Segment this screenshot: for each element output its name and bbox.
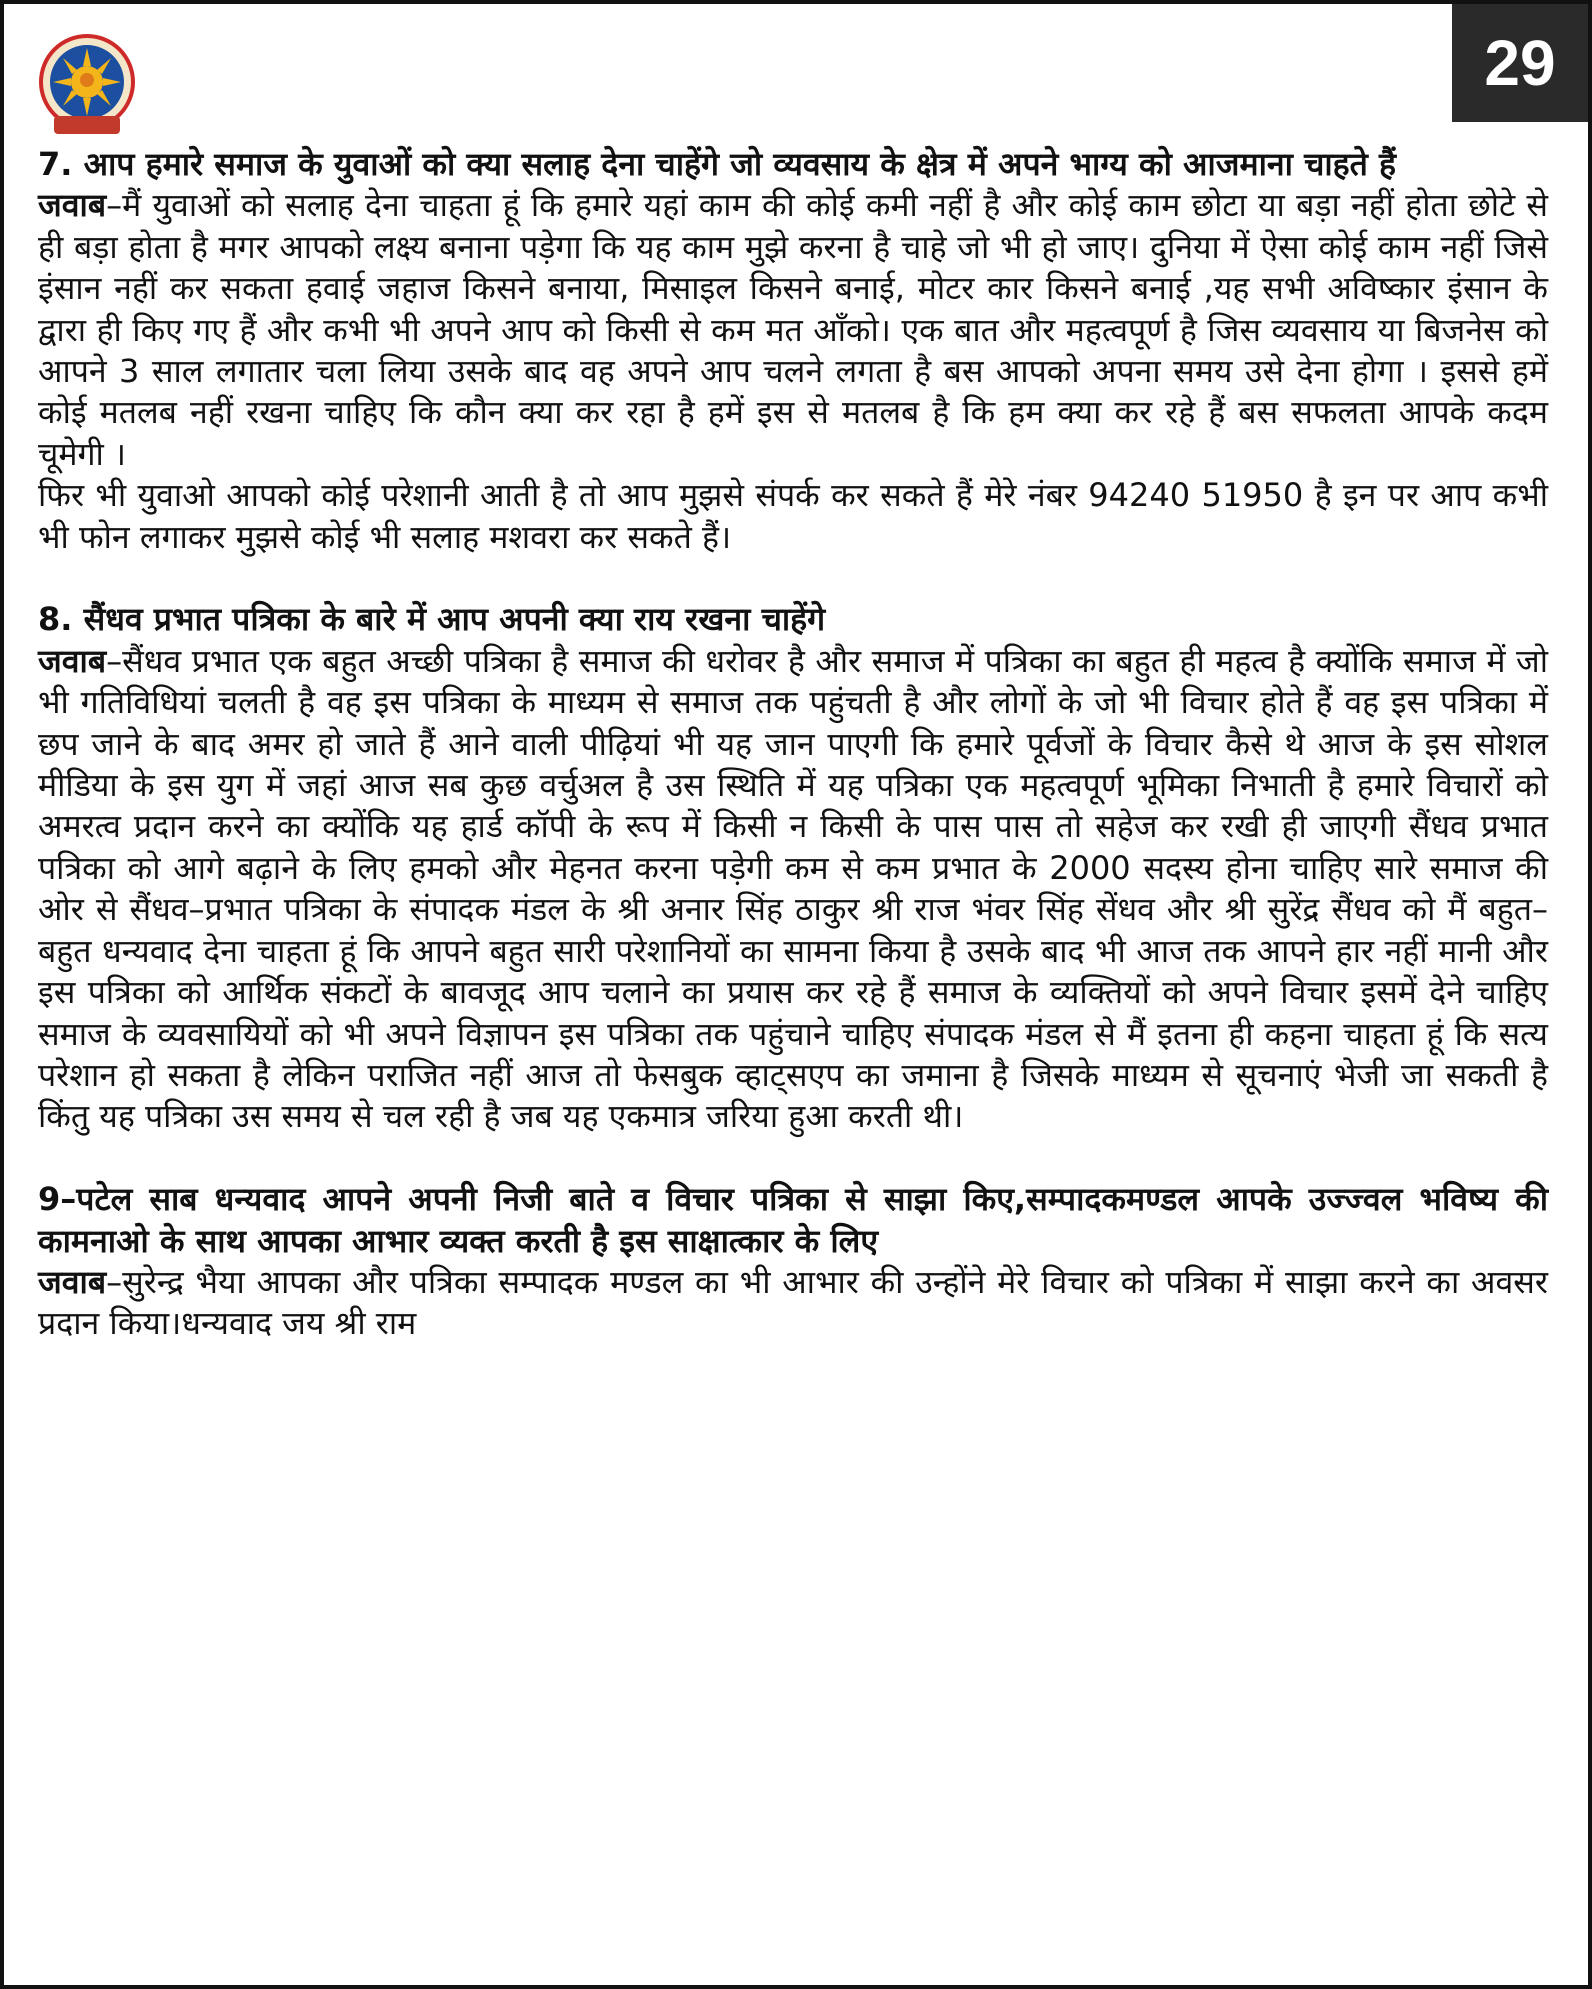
question-7: 7. आप हमारे समाज के युवाओं को क्या सलाह देना चाहेंगे जो व्यवसाय के क्षेत्र में अपने भाग्य को आजमाना चाहते हैं bbox=[38, 145, 1397, 183]
answer-8-text: –सैंधव प्रभात एक बहुत अच्छी पत्रिका है समाज की धरोवर है और समाज में पत्रिका का बहुत ही महत्व है क्योंकि समाज में जो भी गतिविधियां चलती है वह इस पत्रिका के माध्यम से समाज तक पहुंचती है और लोगों के जो भी विचार होते हैं वह इस पत्रिका में छप जाने के बाद अमर हो जाते हैं आने वाली पीढ़ियां भी यह जान पाएगी कि हमारे पूर्वजों के विचार कैसे थे आज के इस सोशल मीडिया के इस युग में जहां आज सब कुछ वर्चुअल है उस स्थिति में यह पत्रिका एक महत्वपूर्ण भूमिका निभाती है हमारे विचारों को अमरत्व प्रदान करने का क्योंकि यह हार्ड कॉपी के रूप में किसी न किसी के पास पास तो सहेज कर रखी ही जाएगी सैंधव प्रभात पत्रिका को आगे बढ़ाने के लिए हमको और मेहनत करना पड़ेगी कम से कम प्रभात के 2000 सदस्य होना चाहिए सारे समाज की ओर से सैंधव–प्रभात पत्रिका के संपादक मंडल के श्री अनार सिंह ठाकुर श्री राज भंवर सिंह सेंधव और श्री सुरेंद्र सैंधव को मैं बहुत–बहुत धन्यवाद देना चाहता हूं कि आपने बहुत सारी परेशानियों का सामना किया है उसके बाद भी आज तक आपने हार नहीं मानी और इस पत्रिका को आर्थिक संकटों के बावजूद आप चलाने का प्रयास कर रहे हैं समाज के व्यक्तियों को अपने विचार इसमें देने चाहिए समाज के व्यवसायियों को भी अपने विज्ञापन इस पत्रिका तक पहुंचाने चाहिए संपादक मंडल से मैं इतना ही कहना चाहता हूं कि सत्य परेशान हो सकता है लेकिन पराजित नहीं आज तो फेसबुक व्हाट्सएप का जमाना है जिसके माध्यम से सूचनाएं भेजी जा सकती है किंतु यह पत्रिका उस समय से चल रही है जब यह एकमात्र जरिया हुआ करती थी। bbox=[38, 641, 1548, 1136]
question-8: 8. सैंधव प्रभात पत्रिका के बारे में आप अपनी क्या राय रखना चाहेंगे bbox=[38, 600, 826, 639]
logo-ribbon bbox=[54, 116, 120, 134]
sun-face-center bbox=[80, 73, 94, 87]
question-9: 9–पटेल साब धन्यवाद आपने अपनी निजी बाते व विचार पत्रिका से साझा किए,सम्पादकमण्डल आपके उज्ज्वल भविष्य की कामनाओ के साथ आपका आभार व्यक्त करती है इस साक्षात्कार के लिए bbox=[38, 1180, 1548, 1260]
answer-9-text: –सुरेन्द्र भैया आपका और पत्रिका सम्पादक मण्डल का भी आभार की उन्होंने मेरे विचार को पत्रिका में साझा करने का अवसर प्रदान किया।धन्यवाद जय श्री राम bbox=[38, 1262, 1548, 1343]
section-gap bbox=[38, 558, 1548, 599]
answer-7-contact: फिर भी युवाओ आपको कोई परेशानी आती है तो आप मुझसे संपर्क कर सकते हैं मेरे नंबर 94240 51950 है इन पर आप कभी भी फोन लगाकर मुझसे कोई भी सलाह मशवरा कर सकते हैं। bbox=[38, 476, 1548, 556]
page-number: 29 bbox=[1452, 4, 1588, 122]
answer-7-text: –मैं युवाओं को सलाह देना चाहता हूं कि हमारे यहां काम की कोई कमी नहीं है और कोई काम छोटा या बड़ा नहीं होता छोटे से ही बड़ा होता है मगर आपको लक्ष्य बनाना पड़ेगा कि यह काम मुझे करना है चाहे जो भी हो जाए। दुनिया में ऐसा कोई काम नहीं जिसे इंसान नहीं कर सकता हवाई जहाज किसने बनाया, मिसाइल किसने बनाई, मोटर कार किसने बनाई ,यह सभी अविष्कार इंसान के द्वारा ही किए गए हैं और कभी भी अपने आप को किसी से कम मत आँको। एक बात और महत्वपूर्ण है जिस व्यवसाय या बिजनेस को आपने 3 साल लगातार चला लिया उसके बाद वह अपने आप चलने लगता है बस आपको अपना समय उसे देना होगा । इससे हमें कोई मतलब नहीं रखना चाहिए कि कौन क्या कर रहा है हमें इस से मतलब है कि हम क्या कर रहे हैं बस सफलता आपके कदम चूमेगी । bbox=[38, 186, 1548, 473]
logo-graphic bbox=[34, 32, 140, 138]
article-body bbox=[38, 144, 1548, 1345]
sun-emblem-logo bbox=[34, 32, 140, 138]
answer-8 bbox=[38, 641, 1548, 1138]
answer-9 bbox=[38, 1262, 1548, 1345]
answer-label: जवाब bbox=[38, 1262, 107, 1301]
section-gap bbox=[38, 1138, 1548, 1179]
answer-label: जवाब bbox=[38, 641, 107, 680]
answer-7 bbox=[38, 185, 1548, 475]
answer-label: जवाब bbox=[38, 186, 107, 225]
